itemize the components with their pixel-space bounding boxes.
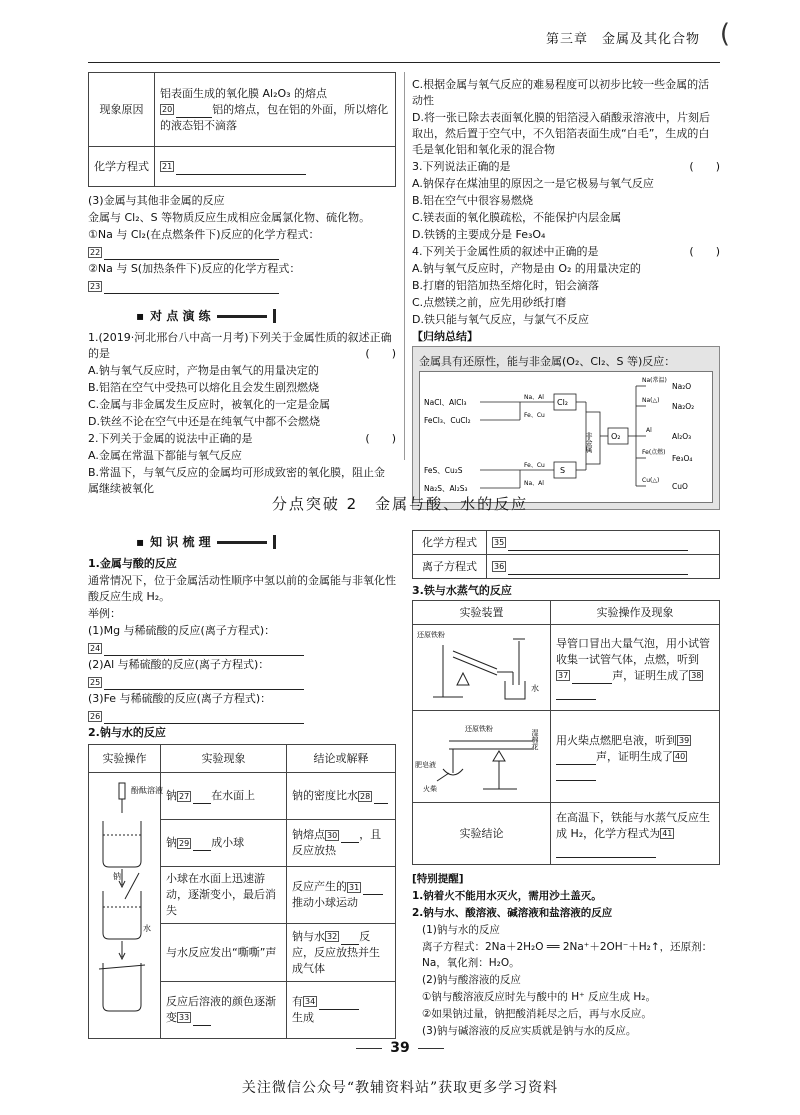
option[interactable]: D.铁锈的主要成分是 Fe₃O₄ (412, 228, 546, 241)
tip-line: (1)钠与水的反应 (422, 924, 500, 936)
product-label: Na₂S、Al₂S₃ (424, 484, 468, 493)
product-label: Fe₃O₄ (672, 454, 693, 463)
tip-line: ①钠与酸溶液反应时先与酸中的 H⁺ 反应生成 H₂。 (422, 991, 656, 1003)
tip-line: (3)钠与碱溶液的反应实质就是钠与水的反应。 (422, 1025, 637, 1037)
phenomenon-cell: 钠 29 成小球 (161, 820, 287, 867)
paragraph: 举例： (88, 607, 121, 620)
blank-number: 39 (679, 736, 690, 745)
metal-label: Al (646, 427, 652, 434)
option[interactable]: B.常温下，与氧气反应的金属均可形成致密的氧化膜，阻止金属继续被氧化 (88, 466, 386, 495)
tip-line: 2.钠与水、酸溶液、碱溶液和盐溶液的反应 (412, 907, 613, 919)
answer-blank[interactable] (104, 712, 304, 724)
option[interactable]: B.打磨的铝箔加热至熔化时，铝会滴落 (412, 279, 600, 292)
metal-label: Fe(点燃) (642, 449, 666, 456)
phenomenon-cell: 小球在水面上迅速游动，逐渐变小，最后消失 (161, 867, 287, 924)
answer-blank[interactable] (341, 933, 359, 945)
answer-blank[interactable] (193, 839, 211, 851)
answer-blank[interactable] (341, 831, 359, 843)
page-number: 39 (0, 1040, 800, 1056)
product-label: Na₂O₂ (672, 402, 695, 411)
table-header: 结论或解释 (287, 745, 396, 773)
option[interactable]: A.钠保存在煤油里的原因之一是它极易与氧气反应 (412, 177, 654, 190)
bullet-icon: ▪ (136, 535, 145, 549)
product-label: FeS、Cu₂S (424, 466, 463, 475)
conclusion-cell: 在高温下，铁能与水蒸气反应生成 H₂，化学方程式为 41 (551, 803, 720, 865)
blank-number: 32 (327, 932, 338, 942)
blank-number: 22 (90, 247, 101, 257)
knowledge-block (88, 534, 396, 1039)
subsection-title: (3)金属与其他非金属的反应 (88, 194, 225, 207)
chapter-header: 第三章 金属及其化合物 (545, 32, 700, 47)
metal-label: Fe、Cu (524, 412, 545, 419)
subsection-title: 2.钠与水的反应 (88, 726, 166, 739)
table-header: 实验操作 (89, 745, 161, 773)
option[interactable]: D.铁丝不论在空气中还是在纯氧气中都不会燃烧 (88, 415, 320, 428)
answer-blank[interactable] (176, 106, 212, 118)
blank-number: 20 (162, 105, 173, 114)
tips-block (412, 871, 720, 1039)
reagent-cl2: Cl₂ (557, 398, 569, 407)
answer-blank[interactable] (374, 792, 388, 804)
blank-number: 26 (90, 711, 101, 721)
blank-number: 33 (179, 1013, 190, 1023)
option[interactable]: A.金属在常温下都能与氧气反应 (88, 449, 242, 462)
answer-blank[interactable] (176, 163, 306, 175)
summary-label: 【归纳总结】 (412, 330, 478, 343)
answer-blank[interactable] (193, 792, 211, 804)
tips-title: [特别提醒] (412, 873, 464, 885)
table-header: 实验操作及现象 (551, 601, 720, 625)
apparatus-label: 还原铁粉 (465, 725, 493, 733)
row-label: 实验结论 (413, 803, 551, 865)
paragraph: 金属与 Cl₂、S 等物质反应生成相应金属氯化物、硫化物。 (88, 211, 371, 224)
apparatus-label: 肥皂液 (415, 761, 436, 769)
heading-tick (273, 309, 276, 323)
answer-blank[interactable] (104, 282, 279, 294)
option[interactable]: A.钠与氧气反应时，产物是由氧气的用量决定的 (88, 364, 319, 377)
blank-number: 31 (349, 882, 360, 892)
blank-number: 27 (179, 791, 190, 801)
summary-box (412, 346, 720, 510)
steam-table (412, 600, 720, 865)
section-title: 分点突破 2 金属与酸、水的反应 (271, 495, 529, 513)
practice-heading: ▪ 对 点 演 练 (136, 308, 396, 324)
paragraph: 通常情况下，位于金属活动性顺序中氢以前的金属能与非氧化性酸反应生成 H₂。 (88, 574, 396, 603)
apparatus-label: 湿棉花 (531, 729, 539, 750)
apparatus-2-illustration (413, 711, 549, 797)
option[interactable]: C.镁表面的氧化膜疏松，不能保护内层金属 (412, 211, 622, 224)
blank-number: 30 (327, 830, 338, 840)
answer-blank[interactable] (319, 998, 359, 1010)
answer-blank[interactable] (572, 672, 612, 684)
blank-number: 29 (179, 838, 190, 848)
apparatus-label: 火柴 (423, 785, 437, 793)
bullet-icon: ▪ (136, 309, 145, 323)
practice-q1: 1.(2019·河北邢台八中高一月考)下列关于金属性质的叙述正确的是 ( ) A.钠与氧气反应时，产物是由氧气的用量决定的 B.铝箔在空气中受热可以熔化且会发生剧烈燃烧 C.金属与非金属发生反应时，被氧化的一定是金属 D.铁丝不论在空气中还是在纯氧气中都不会燃烧 (88, 331, 396, 428)
na-water-table (88, 744, 396, 1039)
equation-table (412, 530, 720, 579)
phenomenon-cell: 反应后溶液的颜色逐渐变 33 (161, 981, 287, 1038)
apparatus-1-illustration (413, 625, 549, 705)
right-bottom-block (412, 530, 720, 1040)
tip-line: 离子方程式：2Na＋2H₂O ══ 2Na⁺＋2OH⁻＋H₂↑，还原剂：Na，氧化剂：H₂O。 (422, 941, 713, 969)
illustration-label: 水 (143, 924, 151, 933)
answer-blank[interactable] (556, 688, 596, 700)
tip-line: ②如果钠过量，钠把酸消耗尽之后，再与水反应。 (422, 1008, 652, 1020)
heading-bar (217, 541, 267, 544)
product-label: Na₂O (672, 382, 692, 391)
blank-number: 41 (662, 829, 673, 838)
subsection-title: 1.金属与酸的反应 (88, 557, 177, 570)
phenomenon-cell: 与水反应发出“嘶嘶”声 (161, 924, 287, 981)
product-label: FeCl₃、CuCl₂ (424, 416, 471, 425)
heading-tick (273, 535, 276, 549)
phenomenon-table (88, 72, 396, 187)
product-label: Al₂O₃ (672, 432, 692, 441)
option[interactable]: B.铝在空气中很容易燃烧 (412, 194, 534, 207)
answer-blank[interactable] (556, 846, 656, 858)
column-divider (404, 72, 405, 460)
illustration-label: 酚酞溶液 (131, 786, 163, 795)
operation-cell: 导管口冒出大量气泡，用小试管收集一试管气体，点燃，听到37 声，证明生成了 38 (551, 625, 720, 711)
conclusion-cell: 有 34 生成 (287, 981, 396, 1038)
question-line: (2)Al 与稀硫酸的反应(离子方程式)： (88, 658, 270, 671)
blank-number: 25 (90, 677, 101, 687)
phenomenon-cell: 钠 27 在水面上 (161, 773, 287, 820)
answer-blank[interactable] (363, 883, 383, 895)
option[interactable]: D.将一张已除去表面氧化膜的铝箔浸入硝酸汞溶液中，片刻后取出，然后置于空气中，不久铝箔表面生成“白毛”，生成的白毛是氧化铝和氧化汞的混合物 (412, 111, 710, 156)
metal-label: Na、Al (524, 394, 544, 401)
blank-number: 35 (494, 538, 505, 547)
blank-number: 34 (305, 997, 316, 1007)
question-line: (3)Fe 与稀硫酸的反应(离子方程式)： (88, 692, 272, 705)
metal-label: Na(△) (642, 397, 660, 404)
apparatus-cell-1 (413, 625, 551, 711)
row-content: 铝表面生成的氧化膜 Al₂O₃ 的熔点 20 铝的熔点，包在铝的外面，所以熔化的液态铝不滴落 (155, 73, 396, 147)
reaction-diagram (419, 371, 713, 503)
answer-paren[interactable]: ( ) (689, 160, 720, 173)
tip-line: 1.钠着火不能用水灭火，需用沙土盖灭。 (412, 890, 602, 902)
center-label: 非金属 (585, 432, 593, 453)
blank-number: 24 (90, 643, 101, 653)
footer-note: 关注微信公众号“教辅资料站”获取更多学习资料 (241, 1080, 559, 1096)
metal-label: Na、Al (524, 480, 544, 487)
apparatus-label: 水 (531, 684, 539, 693)
conclusion-cell: 钠熔点 30 ，且反应放热 (287, 820, 396, 867)
option[interactable]: C.根据金属与氧气反应的难易程度可以初步比较一些金属的活动性 (412, 78, 710, 107)
option[interactable]: B.铝箔在空气中受热可以熔化且会发生剧烈燃烧 (88, 381, 320, 394)
left-top-block (88, 72, 396, 498)
product-label: NaCl、AlCl₃ (424, 398, 467, 407)
row-label: 化学方程式 (413, 531, 487, 555)
blank-number: 38 (691, 671, 702, 680)
row-label: 离子方程式 (413, 555, 487, 579)
beaker-illustration (89, 773, 163, 1033)
question-line: (1)Mg 与稀硫酸的反应(离子方程式)： (88, 624, 276, 637)
row-content (155, 147, 396, 187)
option[interactable]: A.钠与氧气反应时，产物是由 O₂ 的用量决定的 (412, 262, 641, 275)
blank-number: 23 (90, 281, 101, 291)
subsection-title: 3.铁与水蒸气的反应 (412, 584, 512, 597)
header-rule (88, 62, 720, 63)
right-top-block: C.根据金属与氧气反应的难易程度可以初步比较一些金属的活动性 D.将一张已除去表面氧化膜的铝箔浸入硝酸汞溶液中，片刻后取出，然后置于空气中，不久铝箔表面生成“白毛”，生成的白毛是氧化铝和氧化汞的混合物 3.下列说法正确的是 ( ) A.钠保存在煤油里的原因之一是它极易与氧气反应 B.铝在空气中很容易燃烧 C.镁表面的氧化膜疏松，不能保护内层金属 D.铁锈的主要成分是 Fe₃O₄ 4.下列关于金属性质的叙述中正确的是 ( ) A.钠与氧气反应时，产物是由 O₂ 的用量决定的 B.打磨的铝箔加热至熔化时，铝会滴落 C.点燃镁之前，应先用砂纸打磨 D.铁只能与氧气反应，与氯气不反应 【归纳总结】 金属具有还原性，能与非金属(O₂、Cl₂、S 等)反应： NaCl、AlCl₃ FeCl₃、CuCl₂ FeS、Cu₂S Na₂S、Al₂S₃ Na、Al Fe、Cu Fe、Cu Na、Al Cl₂ S O₂ 非金属 Na(常温) Na(△) Al Fe(点燃) Cu(△) Na₂O Na₂O₂ Al₂O₃ Fe₃O₄ CuO (412, 76, 720, 510)
answer-paren[interactable]: ( ) (365, 347, 396, 360)
blank-number: 36 (494, 562, 505, 571)
conclusion-cell: 反应产生的 31推动小球运动 (287, 867, 396, 924)
row-label: 现象原因 (89, 73, 155, 147)
answer-blank[interactable] (104, 678, 304, 690)
blank-number: 40 (675, 752, 686, 761)
answer-blank[interactable] (193, 1014, 211, 1026)
knowledge-heading: ▪ 知 识 梳 理 (136, 534, 396, 550)
answer-blank[interactable] (508, 563, 688, 575)
conclusion-cell: 钠的密度比水 28 (287, 773, 396, 820)
row-label: 化学方程式 (89, 147, 155, 187)
answer-blank[interactable] (104, 248, 279, 260)
header-bracket: ( (719, 19, 730, 49)
tip-line: (2)钠与酸溶液的反应 (422, 974, 521, 986)
answer-paren[interactable]: ( ) (689, 245, 720, 258)
answer-blank[interactable] (508, 539, 688, 551)
reagent-o2: O₂ (611, 432, 621, 441)
summary-line: 金属具有还原性，能与非金属(O₂、Cl₂、S 等)反应： (419, 355, 676, 368)
metal-label: Na(常温) (642, 377, 667, 384)
metal-label: Fe、Cu (524, 462, 545, 469)
product-label: CuO (672, 482, 688, 491)
question-line: ②Na 与 S(加热条件下)反应的化学方程式： (88, 262, 301, 275)
table-header: 实验现象 (161, 745, 287, 773)
answer-blank[interactable] (104, 644, 304, 656)
answer-blank[interactable] (556, 753, 596, 765)
operation-cell: 用火柴点燃肥皂液，听到 39声，证明生成了 40 (551, 711, 720, 803)
option[interactable]: C.金属与非金属发生反应时，被氧化的一定是金属 (88, 398, 331, 411)
question-line: ①Na 与 Cl₂(在点燃条件下)反应的化学方程式： (88, 228, 320, 241)
table-header: 实验装置 (413, 601, 551, 625)
blank-number: 37 (558, 671, 569, 680)
apparatus-cell-2 (413, 711, 551, 803)
illustration-label: 钠 (113, 872, 121, 881)
blank-number: 28 (360, 791, 371, 801)
reagent-s: S (560, 466, 566, 475)
conclusion-cell: 钠与水 32 反应，反应放热并生成气体 (287, 924, 396, 981)
answer-blank[interactable] (556, 769, 596, 781)
metal-label: Cu(△) (642, 477, 660, 484)
practice-q2: 2.下列关于金属的说法中正确的是 ( ) A.金属在常温下都能与氧气反应 B.常温下，与氧气反应的金属均可形成致密的氧化膜，阻止金属继续被氧化 (88, 432, 396, 495)
option[interactable]: C.点燃镁之前，应先用砂纸打磨 (412, 296, 567, 309)
experiment-illustration (89, 773, 161, 1039)
answer-paren[interactable]: ( ) (365, 432, 396, 445)
option[interactable]: D.铁只能与氧气反应，与氯气不反应 (412, 313, 589, 326)
heading-bar (217, 315, 267, 318)
blank-number: 21 (162, 162, 173, 171)
reaction-diagram-svg (420, 372, 704, 502)
apparatus-label: 还原铁粉 (417, 631, 445, 639)
